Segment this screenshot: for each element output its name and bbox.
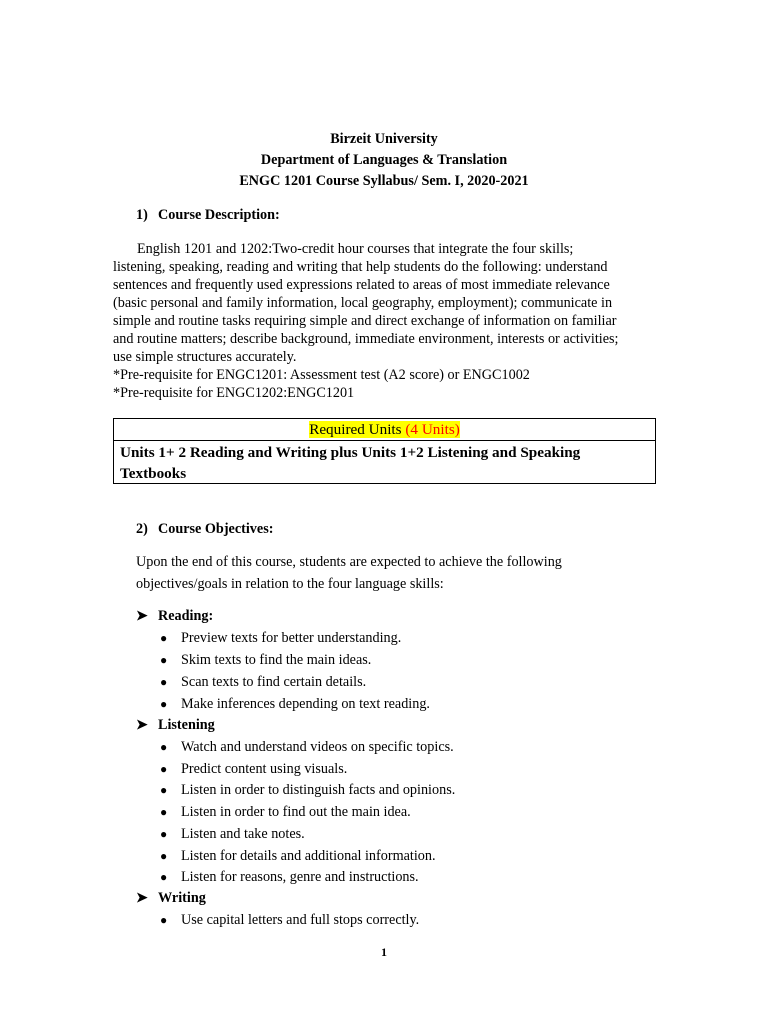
skill-listening-heading — [136, 716, 215, 735]
objectives-intro-line-2: objectives/goals in relation to the four language skills: — [136, 576, 444, 592]
round-bullet-icon: ● — [160, 675, 168, 689]
list-item: ● Listen and take notes. — [160, 826, 305, 842]
prerequisite-1201: *Pre-requisite for ENGC1201: Assessment test (A2 score) or ENGC1002 — [113, 367, 530, 383]
round-bullet-icon: ● — [160, 783, 168, 797]
list-item: ● Skim texts to find the main ideas. — [160, 652, 372, 668]
arrowhead-bullet-icon: ➤ — [136, 718, 148, 733]
skill-reading-heading — [136, 607, 213, 626]
page-number: 1 — [381, 945, 387, 959]
list-item: ● Preview texts for better understanding. — [160, 630, 402, 646]
round-bullet-icon: ● — [160, 631, 168, 645]
objectives-intro-line-1: Upon the end of this course, students are expected to achieve the following — [136, 554, 562, 570]
round-bullet-icon: ● — [160, 762, 168, 776]
prerequisite-1202: *Pre-requisite for ENGC1202:ENGC1201 — [113, 385, 355, 401]
round-bullet-icon: ● — [160, 913, 168, 927]
round-bullet-icon: ● — [160, 697, 168, 711]
round-bullet-icon: ● — [160, 740, 168, 754]
list-item: ● Listen for details and additional information. — [160, 848, 436, 864]
skill-writing-heading — [136, 889, 206, 908]
list-item: ● Watch and understand videos on specific topics. — [160, 739, 454, 755]
required-units-header — [114, 419, 655, 441]
description-line: English 1201 and 1202:Two-credit hour courses that integrate the four skills; — [137, 241, 574, 257]
list-item: ● Scan texts to find certain details. — [160, 674, 367, 690]
course-description — [113, 240, 656, 402]
list-item: ● Listen in order to distinguish facts and opinions. — [160, 782, 456, 798]
description-line: and routine matters; describe background, immediate environment, interests or activities; — [113, 331, 619, 347]
description-line: sentences and frequently used expressions related to areas of most immediate relevance — [113, 277, 610, 293]
skill-reading-title: Reading: — [158, 608, 214, 624]
section-2-heading — [136, 520, 273, 538]
description-line: (basic personal and family information, local geography, employment); communicate in — [113, 295, 613, 311]
skill-listening-title: Listening — [158, 717, 215, 733]
list-item: ● Make inferences depending on text reading. — [160, 696, 430, 712]
list-item: ● Use capital letters and full stops correctly. — [160, 912, 420, 928]
course-title: ENGC 1201 Course Syllabus/ Sem. I, 2020-2021 — [239, 173, 529, 189]
list-item: ● Listen in order to find out the main idea. — [160, 804, 411, 820]
description-line: listening, speaking, reading and writing that help students do the following: understand — [113, 259, 608, 275]
round-bullet-icon: ● — [160, 805, 168, 819]
required-units-count: (4 Units) — [405, 421, 460, 438]
required-units-label: Required Units (4 Units) — [309, 421, 460, 438]
round-bullet-icon: ● — [160, 870, 168, 884]
round-bullet-icon: ● — [160, 653, 168, 667]
list-item: ● Listen for reasons, genre and instructions. — [160, 869, 419, 885]
arrowhead-bullet-icon: ➤ — [136, 609, 148, 624]
arrowhead-bullet-icon: ➤ — [136, 891, 148, 906]
section-2-title: Course Objectives: — [158, 521, 274, 537]
section-1-number: 1) — [136, 207, 148, 223]
round-bullet-icon: ● — [160, 827, 168, 841]
section-1-title: Course Description: — [158, 207, 280, 223]
required-units-textbooks: Units 1+ 2 Reading and Writing plus Units 1+2 Listening and Speaking Textbooks — [120, 444, 581, 482]
university-name: Birzeit University — [330, 131, 438, 147]
section-1-heading — [136, 206, 280, 224]
department-name: Department of Languages & Translation — [260, 152, 508, 168]
list-item: ● Predict content using visuals. — [160, 761, 348, 777]
description-line: use simple structures accurately. — [113, 349, 297, 365]
skill-writing-title: Writing — [158, 890, 206, 906]
round-bullet-icon: ● — [160, 849, 168, 863]
description-line: simple and routine tasks requiring simple and direct exchange of information on familiar — [113, 313, 617, 329]
required-units-box — [113, 418, 656, 484]
section-2-number: 2) — [136, 521, 148, 537]
